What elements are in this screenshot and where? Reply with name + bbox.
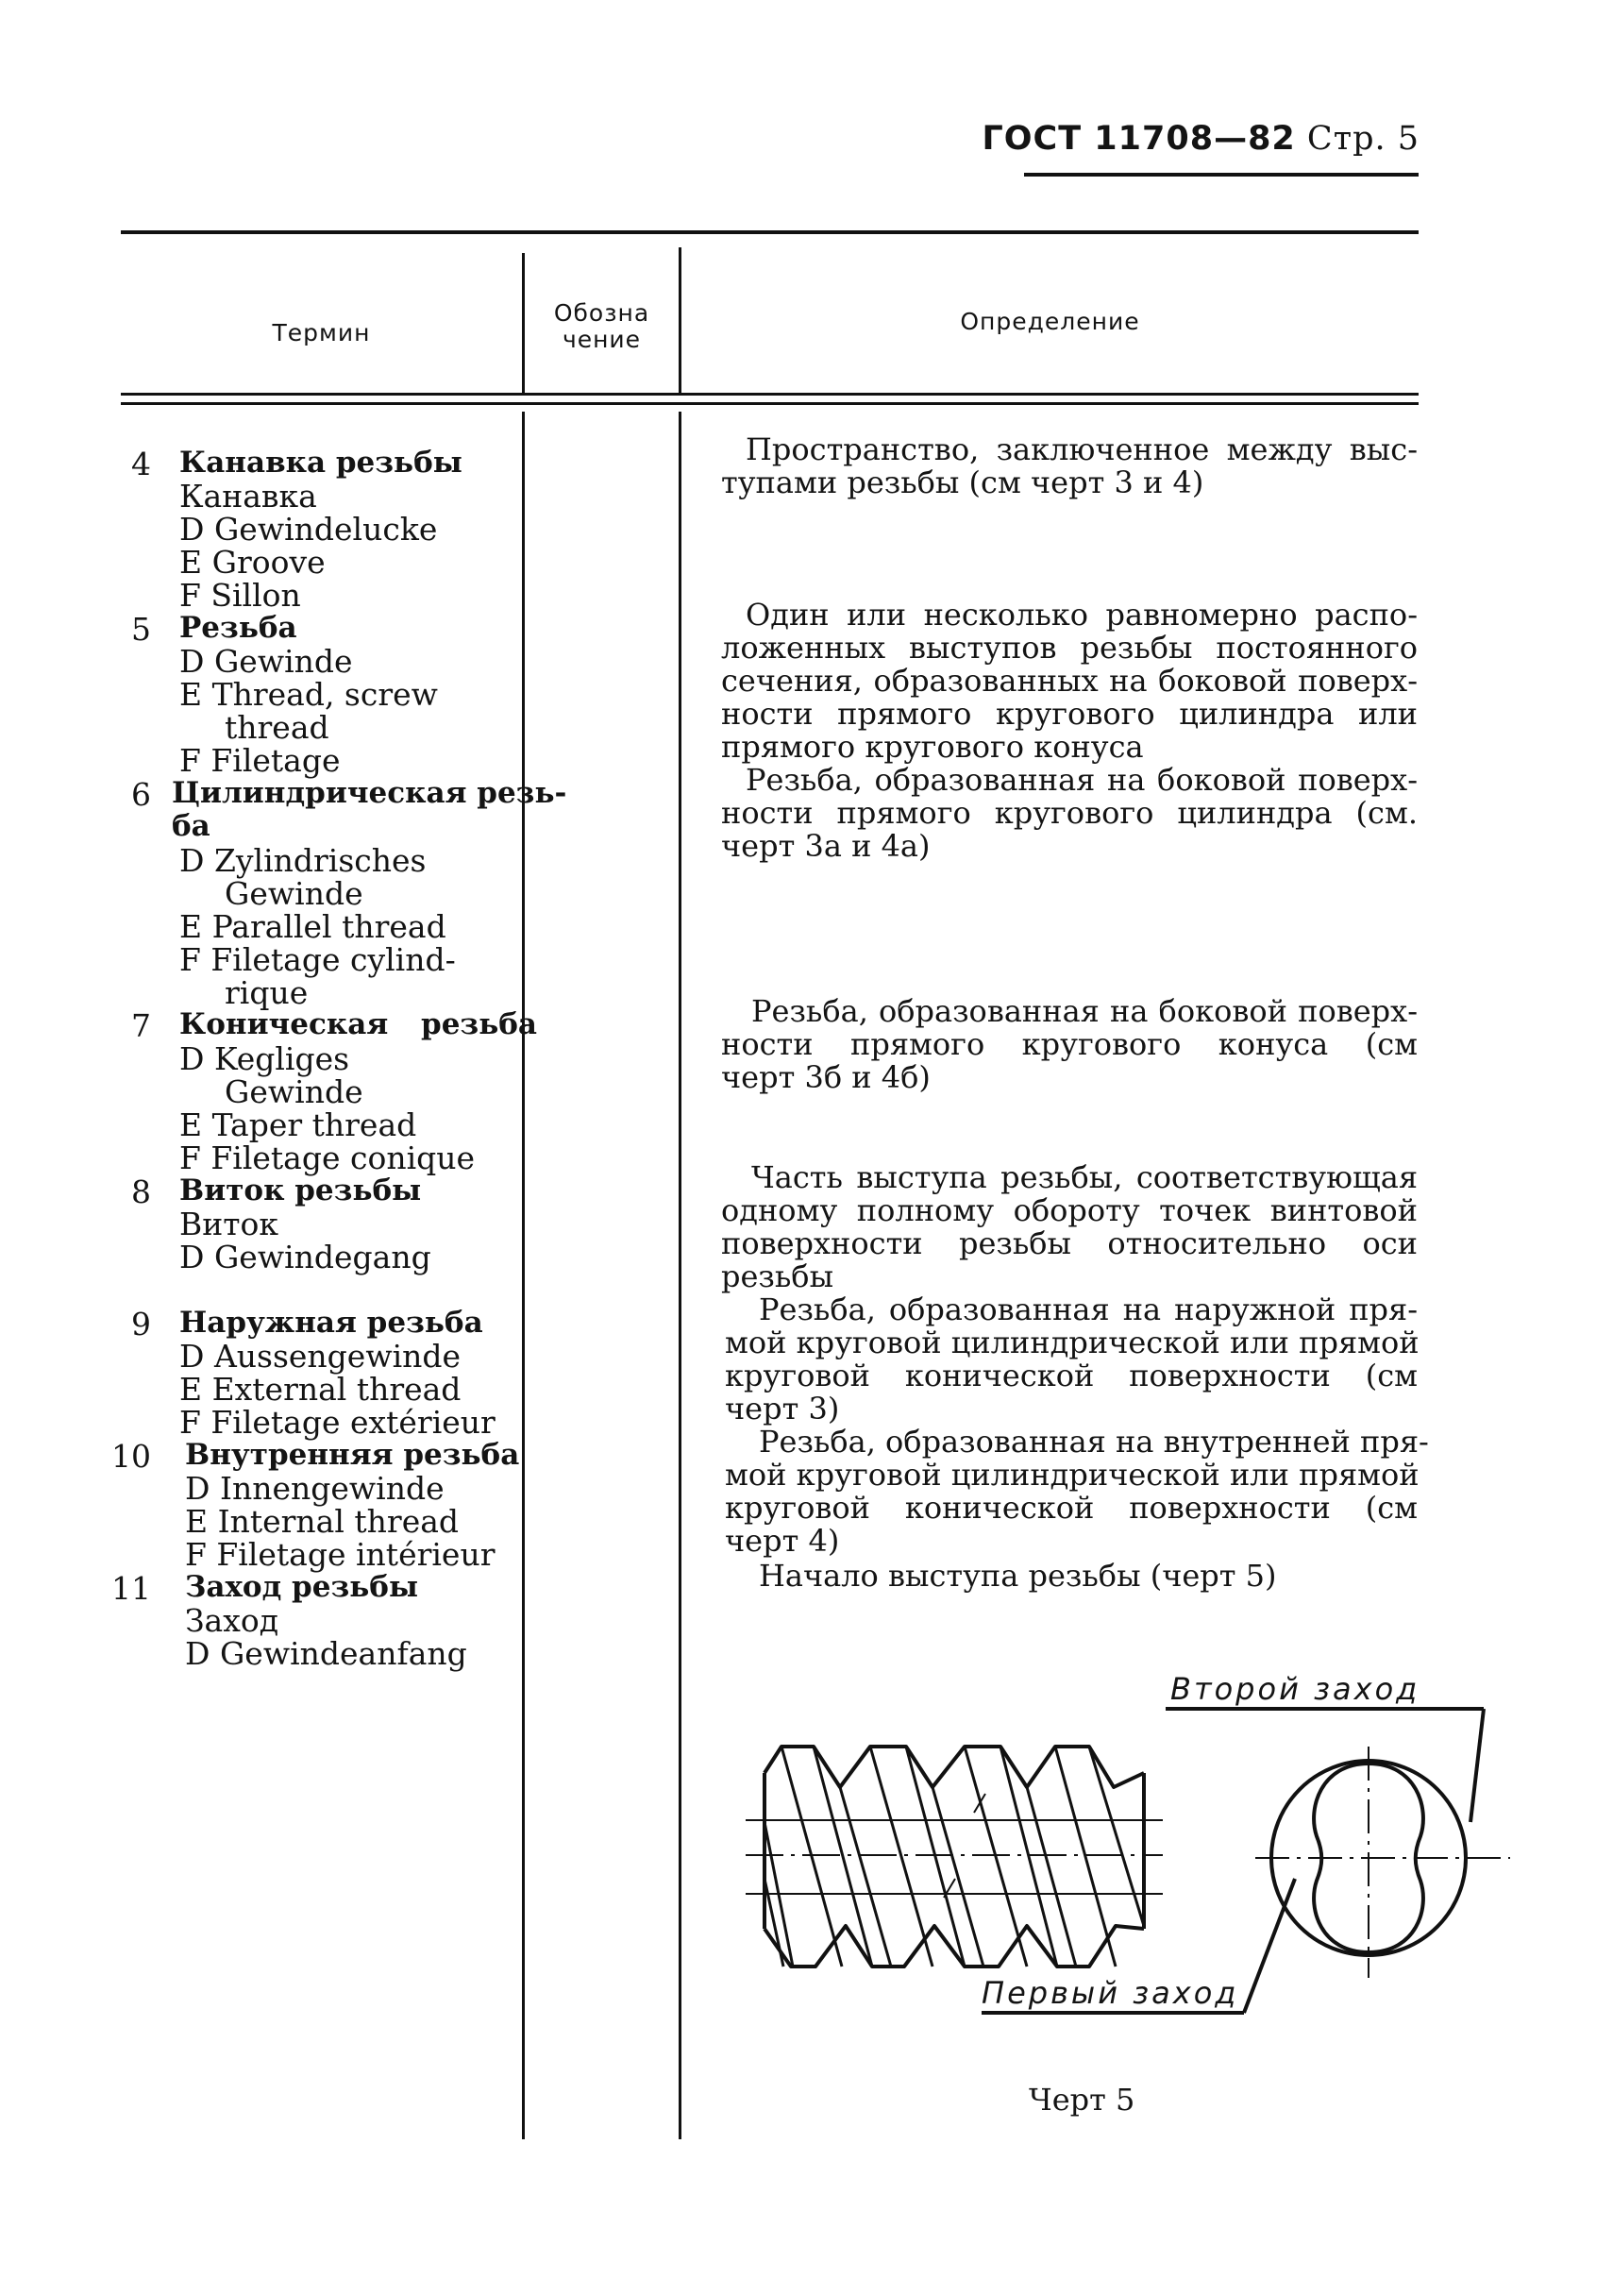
leader-second-down bbox=[1470, 1709, 1484, 1822]
definition-line: Начало выступа резьбы (черт 5) bbox=[759, 1558, 1277, 1594]
standard-number: ГОСТ 11708—82 bbox=[982, 120, 1296, 158]
term-title: Наружная резьба bbox=[179, 1306, 483, 1340]
term-line: F Sillon bbox=[179, 577, 301, 614]
thread-flanks bbox=[764, 1747, 1144, 1967]
definition-line: прямого кругового конуса bbox=[721, 729, 1144, 765]
label-first-start: Первый заход bbox=[982, 1975, 1239, 2011]
definition-line: круговой конической поверхности (см bbox=[725, 1490, 1418, 1526]
term-number: 10 bbox=[111, 1438, 151, 1475]
definition-line: одному полному обороту точек винтовой bbox=[721, 1192, 1418, 1228]
term-number: 6 bbox=[131, 776, 151, 813]
term-line: Gewinde bbox=[225, 1073, 363, 1110]
end-view-center-lines bbox=[1255, 1747, 1510, 1978]
page-header bbox=[983, 120, 1420, 158]
table-header-rule-2 bbox=[121, 402, 1419, 405]
term-number: 5 bbox=[131, 611, 151, 648]
definition-line: черт 3б и 4б) bbox=[721, 1059, 931, 1095]
term-line: E Groove bbox=[179, 544, 326, 581]
term-line: F Filetage intérieur bbox=[185, 1536, 496, 1573]
definition-line: поверхности резьбы относительно оси bbox=[721, 1225, 1418, 1261]
term-title: Цилиндрическая резь- bbox=[172, 776, 567, 810]
term-line: F Filetage conique bbox=[179, 1140, 476, 1176]
term-line: E Taper thread bbox=[179, 1106, 417, 1143]
term-line: D Gewindeanfang bbox=[185, 1635, 467, 1672]
term-line: Gewinde bbox=[225, 875, 363, 912]
term-line: D Gewindelucke bbox=[179, 511, 438, 548]
term-line: D Kegliges bbox=[179, 1040, 350, 1077]
term-line: E Parallel thread bbox=[179, 908, 446, 945]
definition-line: круговой конической поверхности (см bbox=[725, 1358, 1418, 1393]
term-line: thread bbox=[225, 709, 329, 746]
term-title: Канавка резьбы bbox=[179, 446, 462, 480]
table-header-rule-1 bbox=[121, 393, 1419, 396]
definition-line: ности прямого кругового цилиндра или bbox=[721, 696, 1418, 732]
definition-line: мой круговой цилиндрической или прямой bbox=[725, 1325, 1420, 1360]
header-underline bbox=[1024, 173, 1419, 177]
leader-first bbox=[1244, 1879, 1295, 2013]
column-divider-1-body bbox=[522, 412, 525, 2139]
table-top-rule bbox=[121, 230, 1419, 234]
term-line: E Internal thread bbox=[185, 1503, 460, 1540]
term-line: Заход bbox=[185, 1602, 279, 1639]
term-number: 8 bbox=[131, 1173, 151, 1210]
term-line: D Aussengewinde bbox=[179, 1338, 462, 1375]
definition-line: тупами резьбы (см черт 3 и 4) bbox=[721, 464, 1204, 500]
designation-line-2: чение bbox=[562, 326, 642, 353]
term-line: Канавка bbox=[179, 478, 317, 515]
definition-line: черт 3а и 4а) bbox=[721, 828, 931, 864]
definition-line: ности прямого кругового конуса (см bbox=[721, 1026, 1418, 1062]
definition-line: ности прямого кругового цилиндра (см. bbox=[721, 795, 1418, 831]
column-header-term: Термин bbox=[272, 319, 371, 346]
definition-line: резьбы bbox=[721, 1258, 834, 1294]
term-title: Внутренняя резьба bbox=[185, 1438, 520, 1472]
designation-line-1: Обозна bbox=[553, 299, 650, 327]
thread-bottom-profile bbox=[764, 1926, 1144, 1967]
definition-line: мой круговой цилиндрической или прямой bbox=[725, 1457, 1420, 1493]
term-number: 11 bbox=[111, 1570, 151, 1607]
end-view-double-start-profile bbox=[1314, 1764, 1423, 1952]
term-title: Резьба bbox=[179, 611, 297, 645]
term-line: rique bbox=[225, 974, 309, 1011]
term-line: Виток bbox=[179, 1206, 278, 1242]
definition-line: черт 3) bbox=[725, 1391, 840, 1427]
term-number: 9 bbox=[131, 1306, 151, 1342]
definition-line: сечения, образованных на боковой поверх- bbox=[721, 663, 1418, 699]
definition-line: Резьба, образованная на наружной пря- bbox=[759, 1292, 1418, 1327]
term-line: E External thread bbox=[179, 1371, 462, 1408]
definition-line: Часть выступа резьбы, соответствующая bbox=[751, 1159, 1418, 1195]
definition-line: Пространство, заключенное между выс- bbox=[746, 431, 1418, 467]
term-title: Коническая резьба bbox=[179, 1007, 538, 1041]
term-line: E Thread, screw bbox=[179, 676, 438, 713]
term-line: D Gewindegang bbox=[179, 1239, 431, 1275]
term-title: Заход резьбы bbox=[185, 1570, 419, 1604]
label-second-start: Второй заход bbox=[1170, 1671, 1420, 1707]
end-view-outer-circle bbox=[1271, 1761, 1466, 1955]
definition-line: ложенных выступов резьбы постоянного bbox=[721, 630, 1418, 666]
page-number: Стр. 5 bbox=[1306, 120, 1420, 158]
term-title: ба bbox=[172, 809, 210, 843]
figure-caption: Черт 5 bbox=[1029, 2082, 1135, 2118]
term-number: 7 bbox=[131, 1007, 151, 1044]
thread-start-marks bbox=[944, 1794, 985, 1898]
column-header-definition: Определение bbox=[960, 308, 1140, 335]
thread-top-profile bbox=[764, 1747, 1144, 1787]
term-line: D Gewinde bbox=[179, 643, 353, 680]
definition-line: Резьба, образованная на внутренней пря- bbox=[759, 1424, 1429, 1460]
term-number: 4 bbox=[131, 446, 151, 482]
term-line: F Filetage bbox=[179, 742, 341, 779]
definition-line: Резьба, образованная на боковой поверх- bbox=[751, 993, 1418, 1029]
term-line: F Filetage extérieur bbox=[179, 1404, 496, 1441]
definition-line: Один или несколько равномерно распо- bbox=[746, 597, 1418, 633]
definition-line: Резьба, образованная на боковой поверх- bbox=[746, 762, 1418, 798]
term-line: D Innengewinde bbox=[185, 1470, 445, 1507]
definition-line: черт 4) bbox=[725, 1523, 840, 1559]
column-header-designation bbox=[525, 300, 679, 353]
column-divider-2-body bbox=[679, 412, 681, 2139]
term-title: Виток резьбы bbox=[179, 1173, 422, 1207]
term-line: F Filetage cylind- bbox=[179, 941, 456, 978]
term-line: D Zylindrisches bbox=[179, 842, 427, 879]
